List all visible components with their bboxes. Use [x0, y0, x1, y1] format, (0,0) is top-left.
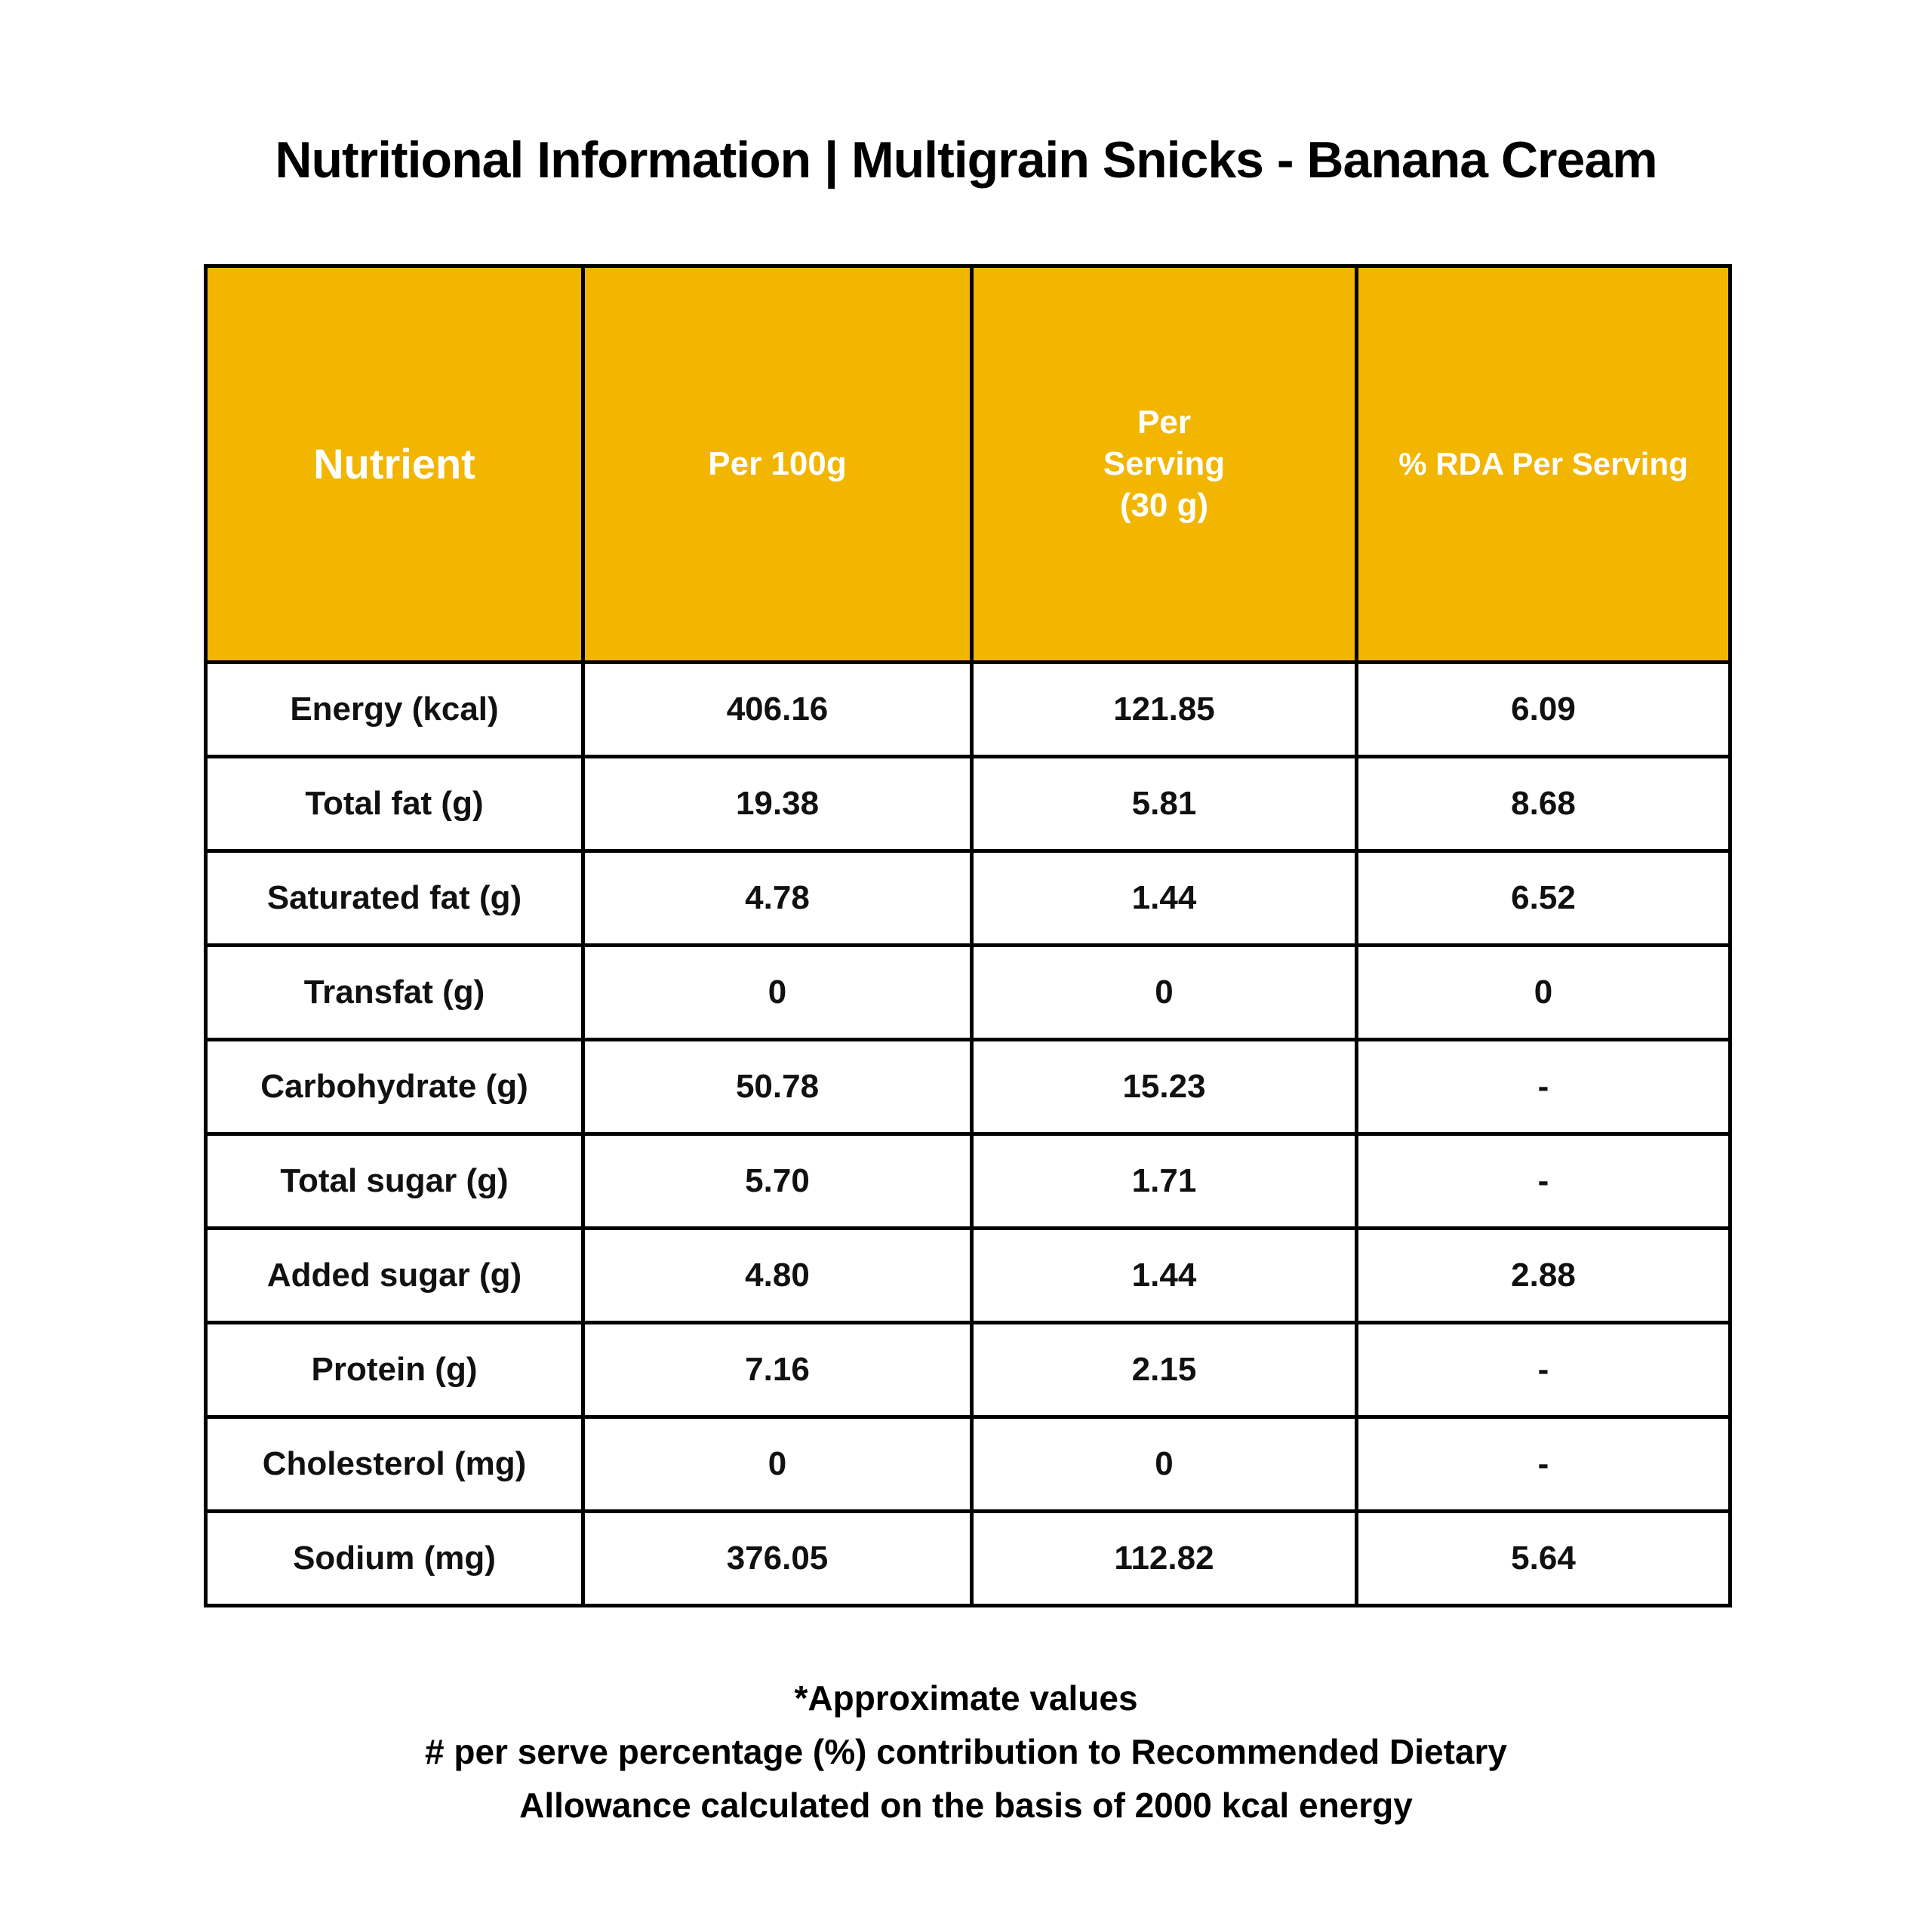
cell-per-100g: 4.80	[583, 1228, 972, 1322]
cell-per-serving: 121.85	[972, 662, 1357, 756]
cell-rda: 5.64	[1357, 1511, 1730, 1605]
cell-per-100g: 7.16	[583, 1322, 972, 1417]
cell-nutrient: Energy (kcal)	[206, 662, 583, 756]
cell-nutrient: Saturated fat (g)	[206, 851, 583, 945]
cell-rda: -	[1357, 1134, 1730, 1228]
cell-per-serving: 1.44	[972, 1228, 1357, 1322]
cell-per-serving: 0	[972, 945, 1357, 1039]
cell-per-serving: 0	[972, 1417, 1357, 1511]
cell-per-serving: 15.23	[972, 1039, 1357, 1134]
table-body	[206, 662, 1730, 1605]
cell-nutrient: Cholesterol (mg)	[206, 1417, 583, 1511]
per-serving-line-2: Serving	[1103, 445, 1226, 483]
per-serving-line-1: Per	[1137, 404, 1191, 441]
cell-per-serving: 1.71	[972, 1134, 1357, 1228]
column-header-nutrient: Nutrient	[206, 266, 583, 662]
cell-nutrient: Transfat (g)	[206, 945, 583, 1039]
nutrition-table	[204, 264, 1732, 1607]
cell-rda: 6.09	[1357, 662, 1730, 756]
column-header-per-100g: Per 100g	[583, 266, 972, 662]
nutrition-table-wrapper	[204, 264, 1728, 1607]
cell-per-serving: 112.82	[972, 1511, 1357, 1605]
cell-per-100g: 0	[583, 1417, 972, 1511]
table-row	[206, 851, 1730, 945]
cell-rda: 6.52	[1357, 851, 1730, 945]
footnotes	[174, 1672, 1758, 1833]
table-row	[206, 1511, 1730, 1605]
cell-rda: -	[1357, 1322, 1730, 1417]
cell-rda: 2.88	[1357, 1228, 1730, 1322]
cell-per-100g: 19.38	[583, 756, 972, 851]
cell-nutrient: Carbohydrate (g)	[206, 1039, 583, 1134]
cell-rda: -	[1357, 1417, 1730, 1511]
table-header	[206, 266, 1730, 662]
cell-rda: -	[1357, 1039, 1730, 1134]
table-row	[206, 1322, 1730, 1417]
table-row	[206, 1417, 1730, 1511]
table-row	[206, 1134, 1730, 1228]
footnote-rda-line-2: Allowance calculated on the basis of 2000 kcal energy	[519, 1786, 1413, 1826]
footnote-approximate-values: *Approximate values	[794, 1678, 1138, 1718]
table-header-row	[206, 266, 1730, 662]
cell-rda: 0	[1357, 945, 1730, 1039]
per-serving-line-3: (30 g)	[1119, 487, 1209, 525]
cell-nutrient: Total fat (g)	[206, 756, 583, 851]
cell-per-serving: 1.44	[972, 851, 1357, 945]
footnote-rda-line-1: # per serve percentage (%) contribution to Recommended Dietary	[424, 1732, 1508, 1772]
cell-nutrient: Total sugar (g)	[206, 1134, 583, 1228]
cell-per-serving: 5.81	[972, 756, 1357, 851]
table-row	[206, 945, 1730, 1039]
cell-per-100g: 50.78	[583, 1039, 972, 1134]
cell-rda: 8.68	[1357, 756, 1730, 851]
cell-nutrient: Added sugar (g)	[206, 1228, 583, 1322]
cell-nutrient: Sodium (mg)	[206, 1511, 583, 1605]
cell-per-100g: 4.78	[583, 851, 972, 945]
cell-per-100g: 376.05	[583, 1511, 972, 1605]
column-header-per-serving	[972, 266, 1357, 662]
cell-per-100g: 406.16	[583, 662, 972, 756]
table-row	[206, 1228, 1730, 1322]
cell-per-serving: 2.15	[972, 1322, 1357, 1417]
cell-per-100g: 0	[583, 945, 972, 1039]
cell-per-100g: 5.70	[583, 1134, 972, 1228]
cell-nutrient: Protein (g)	[206, 1322, 583, 1417]
table-row	[206, 756, 1730, 851]
column-header-rda: % RDA Per Serving	[1357, 266, 1730, 662]
table-row	[206, 1039, 1730, 1134]
table-row	[206, 662, 1730, 756]
page-title: Nutritional Information | Multigrain Snicks - Banana Cream	[275, 131, 1657, 189]
